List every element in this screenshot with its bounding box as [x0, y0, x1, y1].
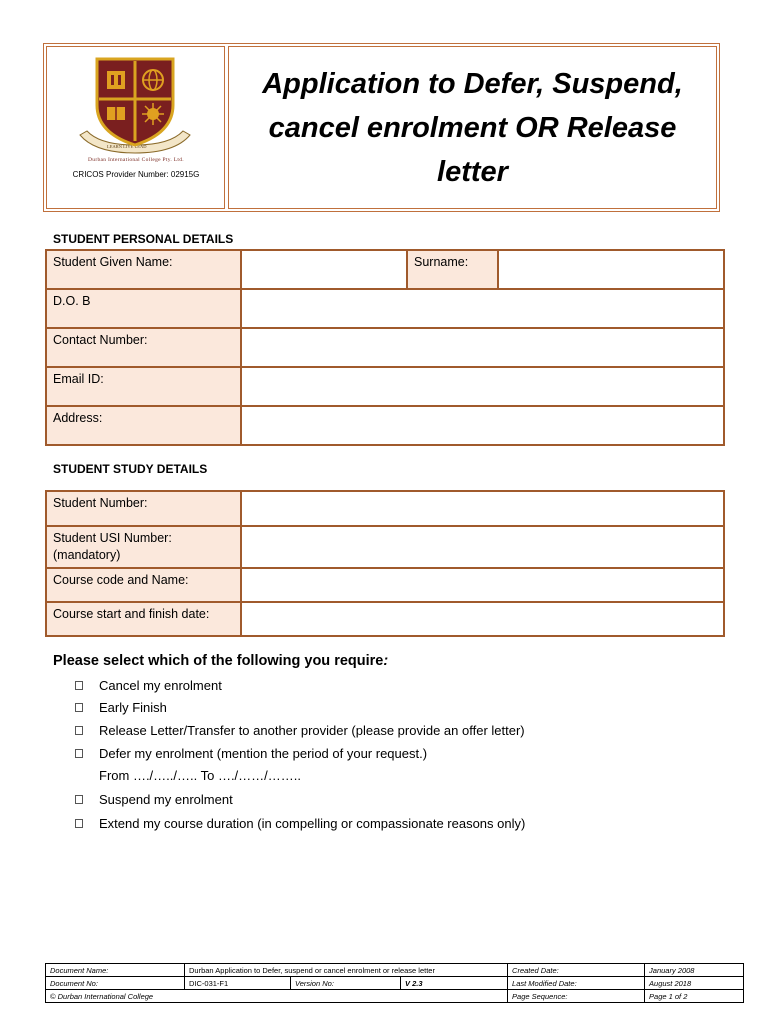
crest-motto: LEARN LIVE LEAD [107, 144, 147, 149]
footer-created-value: January 2008 [645, 964, 744, 977]
email-field[interactable] [241, 367, 724, 406]
college-crest-logo [75, 53, 195, 163]
personal-details-table [45, 249, 725, 446]
course-field[interactable] [241, 568, 724, 602]
footer-created-label: Created Date: [508, 964, 645, 977]
checkbox[interactable] [75, 795, 83, 804]
cricos-number: CRICOS Provider Number: 02915G [72, 170, 200, 179]
option-label: Extend my course duration (in compelling or compassionate reasons only) [99, 816, 526, 831]
given-name-label: Student Given Name: [46, 250, 241, 289]
footer-page-seq-label: Page Sequence: [508, 990, 645, 1003]
surname-field[interactable] [498, 250, 724, 289]
defer-period-text: From …./…../….. To …./……/…….. [99, 768, 302, 783]
address-label: Address: [46, 406, 241, 445]
footer-doc-name-label: Document Name: [46, 964, 185, 977]
student-number-field[interactable] [241, 491, 724, 526]
options-heading-text: Please select which of the following you require [53, 653, 384, 669]
page-title: Application to Defer, Suspend, cancel enrolment OR Release letter [262, 67, 683, 188]
checkbox[interactable] [75, 749, 83, 758]
study-details-heading: STUDENT STUDY DETAILS [53, 462, 208, 476]
footer-version-label: Version No: [291, 977, 401, 990]
checkbox[interactable] [75, 726, 83, 735]
footer-modified-label: Last Modified Date: [508, 977, 645, 990]
footer-doc-no-label: Document No: [46, 977, 185, 990]
checkbox[interactable] [75, 703, 83, 712]
college-name: Durban International College Pty. Ltd. [88, 157, 184, 163]
usi-mandatory-note: (mandatory) [53, 548, 121, 562]
course-dates-label: Course start and finish date: [46, 602, 241, 636]
contact-number-field[interactable] [241, 328, 724, 367]
footer-doc-name-value: Durban Application to Defer, suspend or cancel enrolment or release letter [185, 964, 508, 977]
footer-modified-value: August 2018 [645, 977, 744, 990]
usi-field[interactable] [241, 526, 724, 568]
given-name-field[interactable] [241, 250, 407, 289]
course-dates-field[interactable] [241, 602, 724, 636]
document-footer-table [45, 963, 744, 1003]
footer-page-seq-value: Page 1 of 2 [645, 990, 744, 1003]
footer-copyright: © Durban International College [46, 990, 508, 1003]
options-heading [53, 653, 388, 669]
study-details-table [45, 490, 725, 637]
option-label: Release Letter/Transfer to another provider (please provide an offer letter) [99, 723, 525, 738]
options-heading-colon: : [383, 653, 389, 669]
dob-field[interactable] [241, 289, 724, 328]
footer-version-value: V 2.3 [401, 977, 508, 990]
footer-doc-no-value: DIC-031-F1 [185, 977, 291, 990]
option-label: Cancel my enrolment [99, 678, 222, 693]
address-field[interactable] [241, 406, 724, 445]
checkbox[interactable] [75, 819, 83, 828]
usi-label [46, 526, 241, 568]
title-box [228, 46, 717, 209]
checkbox[interactable] [75, 681, 83, 690]
option-label: Defer my enrolment (mention the period of your request.) [99, 746, 428, 761]
personal-details-heading: STUDENT PERSONAL DETAILS [53, 232, 234, 246]
surname-label: Surname: [407, 250, 498, 289]
usi-label-text: Student USI Number: [53, 531, 172, 545]
dob-label: D.O. B [46, 289, 241, 328]
email-label: Email ID: [46, 367, 241, 406]
option-label: Suspend my enrolment [99, 792, 233, 807]
student-number-label: Student Number: [46, 491, 241, 526]
option-label: Early Finish [99, 700, 167, 715]
contact-number-label: Contact Number: [46, 328, 241, 367]
course-label: Course code and Name: [46, 568, 241, 602]
